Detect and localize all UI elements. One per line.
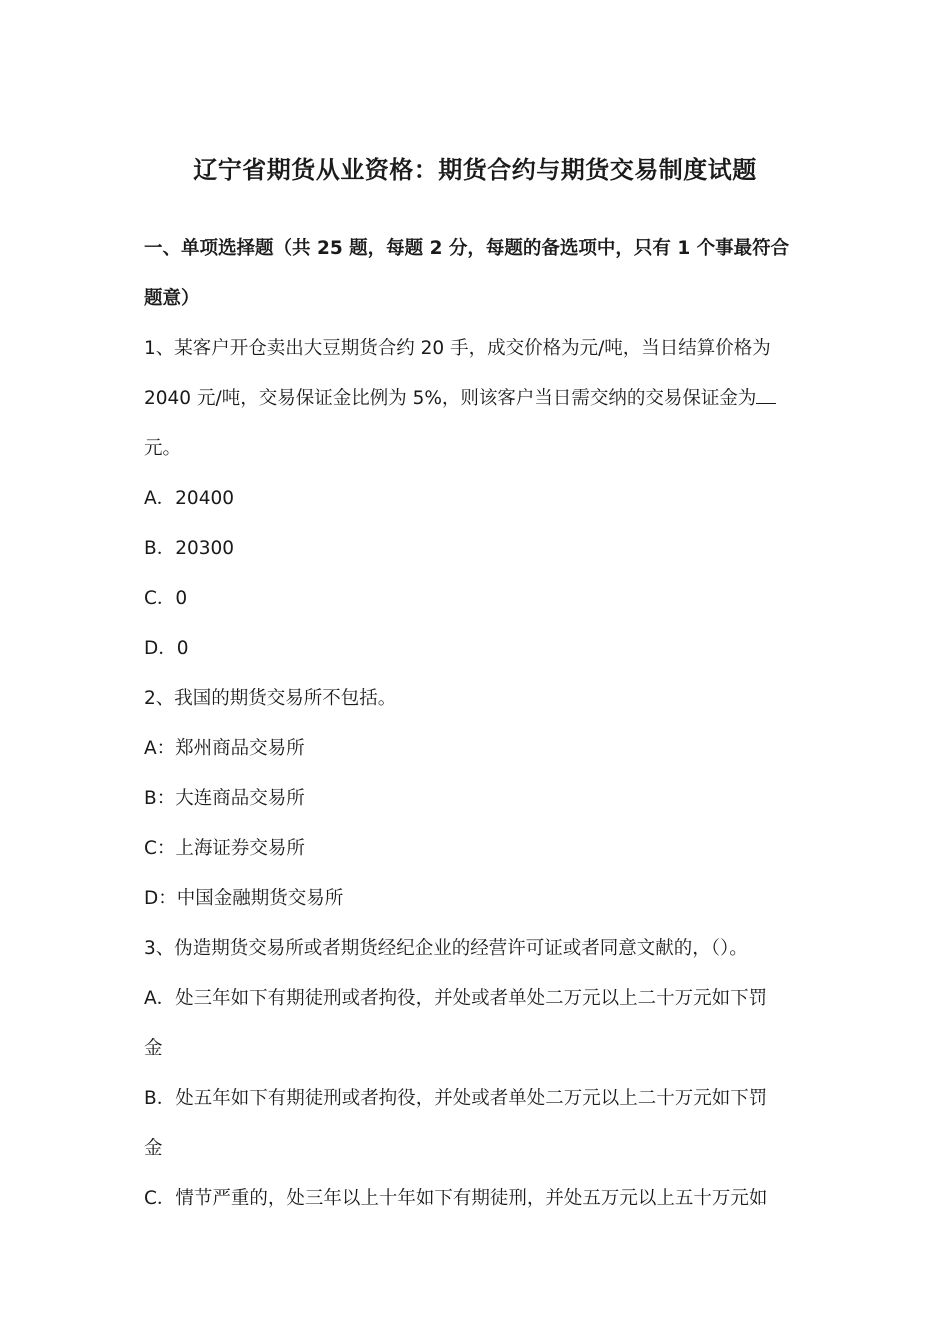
- question-1-option-a: A．20400: [144, 488, 235, 509]
- question-2-option-b: B：大连商品交易所: [144, 788, 305, 809]
- document-body: [144, 224, 808, 1224]
- question-2-stem: 2、我国的期货交易所不包括。: [144, 688, 397, 709]
- question-3-option-a: A．处三年如下有期徒刑或者拘役，并处或者单处二万元以上二十万元如下罚: [144, 988, 768, 1009]
- question-1-option-d: D．0: [144, 638, 189, 659]
- question-3-option-b: B．处五年如下有期徒刑或者拘役，并处或者单处二万元以上二十万元如下罚: [144, 1088, 768, 1109]
- question-1-stem-continued: [144, 374, 808, 424]
- question-2-option-a: A：郑州商品交易所: [144, 738, 305, 759]
- question-1-stem-text: 2040 元/吨，交易保证金比例为 5%，则该客户当日需交纳的交易保证金为: [144, 388, 757, 409]
- question-1-option-c: C．0: [144, 588, 188, 609]
- question-1-stem: 1、某客户开仓卖出大豆期货合约 20 手，成交价格为元/吨，当日结算价格为: [144, 338, 771, 359]
- question-3-option-a-continued: 金: [144, 1038, 163, 1059]
- question-2-option-d: D：中国金融期货交易所: [144, 888, 344, 909]
- section-heading: 一、单项选择题（共 25 题，每题 2 分，每题的备选项中，只有 1 个事最符合: [144, 238, 790, 259]
- question-1-option-b: B．20300: [144, 538, 235, 559]
- section-heading-continued: 题意）: [144, 288, 200, 309]
- answer-blank: [756, 385, 776, 404]
- question-3-option-b-continued: 金: [144, 1138, 163, 1159]
- question-3-stem: 3、伪造期货交易所或者期货经纪企业的经营许可证或者同意文献的，（）。: [144, 938, 748, 959]
- question-2-option-c: C：上海证券交易所: [144, 838, 305, 859]
- question-3-option-c: C．情节严重的，处三年以上十年如下有期徒刑，并处五万元以上五十万元如: [144, 1188, 768, 1209]
- page-title: 辽宁省期货从业资格：期货合约与期货交易制度试题: [193, 156, 757, 184]
- question-1-stem-end: 元。: [144, 438, 182, 459]
